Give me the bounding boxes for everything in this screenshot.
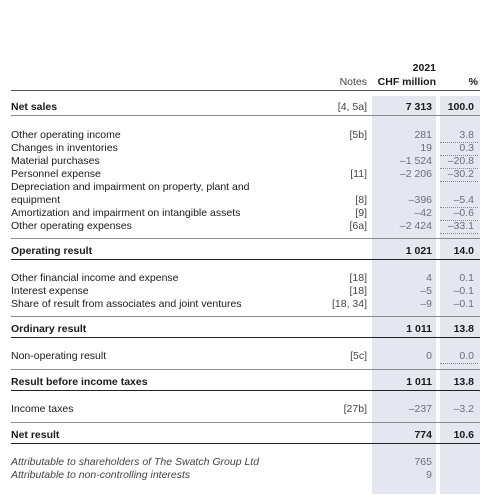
row-percent: 0.0 xyxy=(440,350,478,364)
row-label: Net result xyxy=(11,429,60,441)
row-note: [8] xyxy=(355,194,367,206)
divider xyxy=(11,337,480,338)
row-note: [4, 5a] xyxy=(337,101,367,113)
row-percent: 13.8 xyxy=(453,376,474,388)
divider xyxy=(11,259,480,260)
row-other-financial xyxy=(0,272,482,285)
row-label: Other operating expenses xyxy=(11,220,132,232)
row-label: Attributable to shareholders of The Swatch Group Ltd xyxy=(11,456,260,468)
row-material-purchases xyxy=(0,155,482,168)
divider xyxy=(11,443,480,444)
row-amount: 774 xyxy=(414,429,432,441)
row-label: Result before income taxes xyxy=(11,376,148,388)
row-personnel-expense xyxy=(0,168,482,181)
row-percent: –0.1 xyxy=(453,285,474,297)
row-note: [11] xyxy=(350,168,367,180)
row-amount: 7 313 xyxy=(405,101,432,113)
row-amount: –9 xyxy=(420,298,432,310)
row-percent: –0.6 xyxy=(440,207,478,221)
row-percent: 3.8 xyxy=(440,129,478,143)
row-other-operating-expenses xyxy=(0,220,482,233)
row-label: Amortization and impairment on intangible assets xyxy=(11,207,241,219)
row-amount: –1 524 xyxy=(399,155,432,167)
row-label: Changes in inventories xyxy=(11,142,118,154)
row-note: [5b] xyxy=(349,129,367,141)
row-note: [6a] xyxy=(349,220,367,232)
row-percent: 13.8 xyxy=(453,323,474,335)
row-amount: 19 xyxy=(420,142,432,154)
row-net-result xyxy=(0,429,482,442)
row-note: [9] xyxy=(355,207,367,219)
row-percent: 0.3 xyxy=(440,142,478,156)
divider xyxy=(11,316,480,317)
divider xyxy=(11,422,480,423)
row-label: Personnel expense xyxy=(11,168,101,180)
row-amount: –2 424 xyxy=(399,220,432,232)
row-label: Non-operating result xyxy=(11,350,107,362)
divider xyxy=(11,390,480,391)
row-amortization xyxy=(0,207,482,220)
row-interest-expense xyxy=(0,285,482,298)
row-ordinary-result xyxy=(0,323,482,336)
row-attrib-shareholders xyxy=(0,456,482,469)
row-net-sales xyxy=(0,101,482,114)
amount-header: CHF million xyxy=(377,76,436,88)
row-label: Net sales xyxy=(11,101,58,113)
row-percent: 14.0 xyxy=(453,245,474,257)
row-label: Operating result xyxy=(11,245,93,257)
row-amount: 1 021 xyxy=(405,245,432,257)
row-note: [18] xyxy=(349,285,367,297)
divider xyxy=(11,238,480,239)
row-note: [5c] xyxy=(350,350,367,362)
row-percent: 10.6 xyxy=(453,429,474,441)
row-percent: –30.2 xyxy=(440,168,478,182)
row-label: Other operating income xyxy=(11,129,121,141)
row-label: Attributable to non-controlling interests xyxy=(11,469,191,481)
row-label: Income taxes xyxy=(11,403,74,415)
row-label: Other financial income and expense xyxy=(11,272,179,284)
row-attrib-noncontrolling xyxy=(0,469,482,482)
notes-header: Notes xyxy=(339,76,367,88)
row-non-operating-result xyxy=(0,350,482,363)
row-amount: –237 xyxy=(408,403,432,415)
row-amount: 1 011 xyxy=(406,376,432,388)
row-amount: –396 xyxy=(408,194,432,206)
row-amount: 765 xyxy=(414,456,432,468)
row-operating-result xyxy=(0,245,482,258)
row-amount: –42 xyxy=(414,207,432,219)
row-label: Interest expense xyxy=(11,285,89,297)
divider xyxy=(11,369,480,370)
row-percent: –20.8 xyxy=(440,155,478,169)
row-percent: 100.0 xyxy=(447,101,474,113)
row-percent: –3.2 xyxy=(453,403,474,415)
row-amount: 1 011 xyxy=(406,323,432,335)
row-amount: 4 xyxy=(426,272,432,284)
year-header: 2021 xyxy=(412,62,436,74)
row-amount: 281 xyxy=(414,129,432,141)
percent-header: % xyxy=(468,76,478,88)
row-note: [18] xyxy=(349,272,367,284)
row-percent: –0.1 xyxy=(453,298,474,310)
divider xyxy=(11,115,480,116)
row-changes-in-inventories xyxy=(0,142,482,155)
row-label: Share of result from associates and joint ventures xyxy=(11,298,242,310)
row-share-of-result xyxy=(0,298,482,311)
row-percent: 0.1 xyxy=(459,272,474,284)
row-amount: 0 xyxy=(426,350,432,362)
row-amount: 9 xyxy=(426,469,432,481)
row-label: Material purchases xyxy=(11,155,100,167)
row-label: Depreciation and impairment on property, plant and equipment xyxy=(11,181,250,206)
row-other-operating-income xyxy=(0,129,482,142)
row-amount: –2 206 xyxy=(399,168,432,180)
header-rule xyxy=(11,90,480,91)
row-result-before-taxes xyxy=(0,376,482,389)
row-depreciation xyxy=(0,181,482,207)
row-amount: –5 xyxy=(420,285,432,297)
row-note: [27b] xyxy=(343,403,367,415)
row-percent: –5.4 xyxy=(440,194,478,208)
row-label: Ordinary result xyxy=(11,323,87,335)
row-income-taxes xyxy=(0,403,482,416)
row-percent: –33.1 xyxy=(440,220,478,234)
row-note: [18, 34] xyxy=(331,298,367,310)
